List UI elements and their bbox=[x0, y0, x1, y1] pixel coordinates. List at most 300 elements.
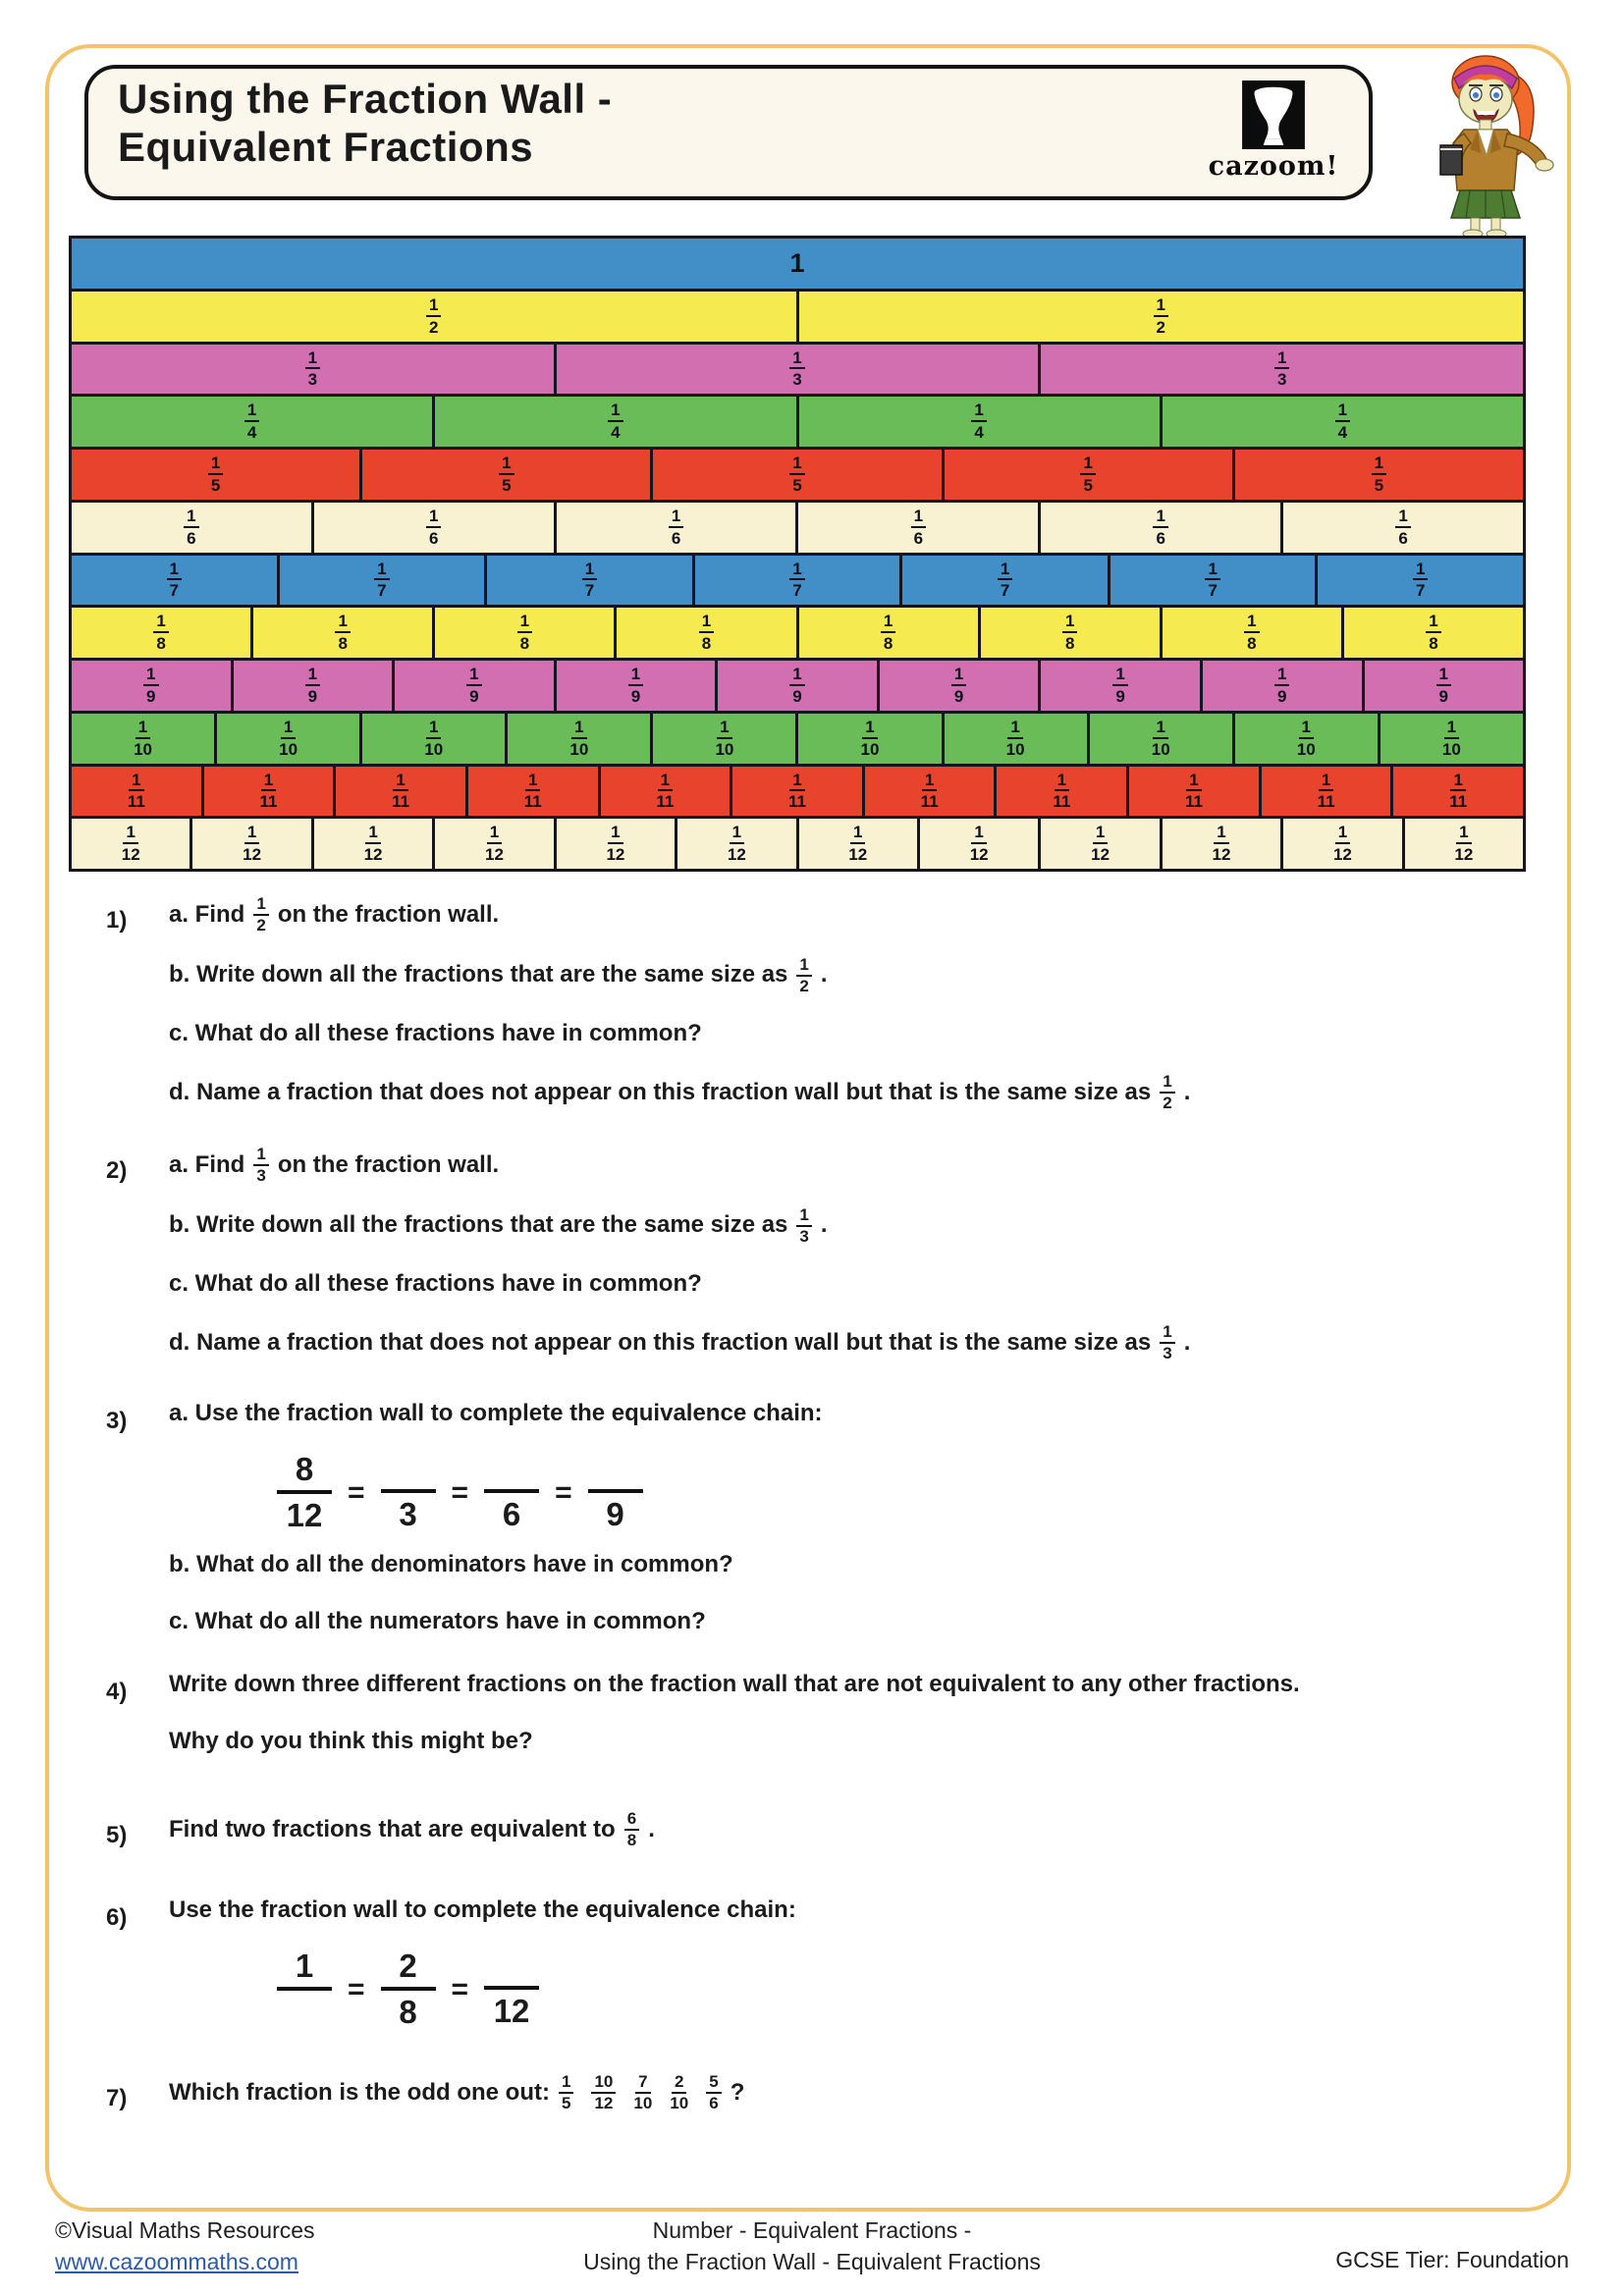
fraction-denominator: 6 bbox=[671, 528, 681, 548]
fraction-denominator: 6 bbox=[709, 2093, 719, 2112]
wall-fraction-label bbox=[608, 401, 623, 442]
fraction-numerator: 1 bbox=[244, 401, 259, 422]
fraction-numerator: 1 bbox=[911, 507, 926, 528]
question-line bbox=[169, 1547, 1549, 1582]
fraction-denominator: 9 bbox=[1115, 686, 1125, 706]
question-number: 3) bbox=[106, 1408, 128, 1435]
question-line bbox=[169, 1667, 1549, 1702]
footer-left bbox=[55, 2215, 389, 2277]
wall-fraction-label bbox=[606, 824, 624, 864]
fraction-denominator: 6 bbox=[502, 1496, 521, 1533]
fraction-denominator: 8 bbox=[883, 634, 893, 654]
fraction-denominator: 10 bbox=[424, 739, 444, 759]
fraction-numerator: 1 bbox=[730, 824, 744, 844]
fraction-numerator: 1 bbox=[628, 666, 643, 686]
footer-tier: GCSE Tier: Foundation bbox=[1335, 2247, 1569, 2272]
fraction-numerator: 1 bbox=[1436, 666, 1451, 686]
fraction-numerator: 1 bbox=[305, 349, 320, 370]
wall-cell bbox=[1235, 450, 1523, 500]
fraction-denominator: 4 bbox=[974, 423, 984, 443]
fraction-denominator: 8 bbox=[156, 634, 166, 654]
wall-fraction-label bbox=[582, 561, 597, 601]
fraction-numerator: 1 bbox=[525, 772, 540, 792]
fraction-numerator: 1 bbox=[1153, 507, 1167, 528]
wall-cell bbox=[920, 819, 1041, 869]
question-body bbox=[169, 1146, 1549, 1362]
question-text: Use the fraction wall to complete the equivalence chain: bbox=[169, 1896, 796, 1923]
wall-cell bbox=[1283, 503, 1523, 553]
fraction-numerator: 1 bbox=[559, 2073, 573, 2094]
question-text: b. What do all the denominators have in common? bbox=[169, 1550, 733, 1577]
wall-fraction-label bbox=[1335, 401, 1350, 442]
inline-fraction bbox=[559, 2073, 573, 2112]
questions bbox=[106, 895, 1549, 2146]
question-number: 5) bbox=[106, 1822, 128, 1849]
fraction-denominator: 9 bbox=[1438, 686, 1449, 706]
fraction-denominator: 3 bbox=[792, 370, 802, 390]
fraction-denominator: 10 bbox=[715, 739, 734, 759]
chain-fraction bbox=[484, 1950, 539, 2029]
fraction-wall-row bbox=[72, 503, 1523, 556]
question-line bbox=[169, 895, 1549, 934]
fraction-denominator: 12 bbox=[485, 845, 504, 865]
fraction-numerator: 1 bbox=[1456, 824, 1471, 844]
wall-cell bbox=[799, 608, 981, 658]
wall-cell bbox=[72, 767, 204, 817]
footer-topic-line2: Using the Fraction Wall - Equivalent Fractions bbox=[583, 2249, 1041, 2275]
fraction-numerator: 1 bbox=[1153, 719, 1167, 739]
wall-cell bbox=[1344, 608, 1523, 658]
cazoom-drum-icon bbox=[1242, 80, 1305, 149]
fraction-numerator: 1 bbox=[1007, 719, 1022, 739]
fraction-wall-row bbox=[72, 661, 1523, 714]
fraction-numerator: 1 bbox=[153, 613, 168, 633]
footer bbox=[55, 2215, 1569, 2277]
question-text: d. Name a fraction that does not appear on this fraction wall but that is the same size as bbox=[169, 1079, 1152, 1106]
page-title bbox=[118, 75, 612, 171]
fraction-numerator: 1 bbox=[1205, 561, 1219, 581]
fraction-denominator: 3 bbox=[307, 370, 318, 390]
fraction-denominator: 8 bbox=[1429, 634, 1438, 654]
fraction-denominator: 8 bbox=[399, 1994, 417, 2031]
chain-fraction bbox=[277, 1453, 332, 1533]
question-line bbox=[169, 1146, 1549, 1185]
fraction-numerator: 1 bbox=[1160, 1073, 1174, 1094]
fraction-numerator: 1 bbox=[951, 666, 966, 686]
wall-cell bbox=[435, 608, 617, 658]
wall-fraction-label bbox=[153, 613, 168, 653]
fraction-denominator: 10 bbox=[1005, 739, 1025, 759]
fraction-numerator: 1 bbox=[1319, 772, 1333, 792]
inline-fraction bbox=[670, 2073, 688, 2112]
fraction-denominator: 3 bbox=[399, 1496, 417, 1533]
wall-fraction-label bbox=[243, 824, 261, 864]
fraction-numerator: 1 bbox=[582, 561, 597, 581]
inline-fraction bbox=[624, 1810, 639, 1849]
wall-cell bbox=[1235, 714, 1380, 764]
wall-fraction-label bbox=[424, 719, 443, 759]
wall-cell bbox=[653, 450, 944, 500]
fraction-numerator: 1 bbox=[971, 824, 986, 844]
page-title-line1: Using the Fraction Wall - bbox=[118, 76, 613, 122]
wall-cell bbox=[336, 767, 468, 817]
wall-cell bbox=[314, 503, 557, 553]
fraction-numerator: 1 bbox=[1299, 719, 1314, 739]
inline-fraction bbox=[253, 1146, 268, 1185]
fraction-denominator: 9 bbox=[1276, 686, 1287, 706]
wall-fraction-label bbox=[364, 824, 383, 864]
fraction-denominator: 3 bbox=[256, 1165, 266, 1185]
question-line bbox=[169, 2073, 1549, 2112]
question-2 bbox=[106, 1146, 1549, 1362]
question-text: . bbox=[1183, 1079, 1191, 1106]
wall-fraction-label bbox=[715, 719, 733, 759]
fraction-denominator: 7 bbox=[1416, 581, 1426, 601]
question-text: on the fraction wall. bbox=[277, 900, 500, 928]
wall-fraction-label bbox=[1395, 507, 1410, 548]
wall-cell bbox=[695, 556, 903, 606]
wall-fraction-label bbox=[167, 561, 182, 601]
wall-fraction-label bbox=[208, 454, 223, 495]
question-1 bbox=[106, 895, 1549, 1112]
wall-cell bbox=[799, 819, 920, 869]
equals-sign: = bbox=[451, 1973, 469, 2006]
wall-fraction-label bbox=[1274, 666, 1289, 706]
fraction-denominator: 11 bbox=[259, 792, 278, 812]
fraction-numerator: 1 bbox=[261, 772, 276, 792]
fraction-denominator: 5 bbox=[1374, 475, 1384, 495]
fraction-denominator: 8 bbox=[338, 634, 348, 654]
question-body bbox=[169, 1396, 1549, 1639]
fraction-numerator: 1 bbox=[1080, 454, 1095, 475]
fraction-numerator: 1 bbox=[796, 956, 811, 977]
wall-fraction-label bbox=[911, 507, 926, 548]
wall-fraction-label bbox=[305, 666, 320, 706]
wall-cell bbox=[1365, 661, 1524, 711]
wall-fraction-label bbox=[789, 349, 804, 390]
inline-fraction bbox=[796, 1206, 811, 1246]
wall-fraction-label bbox=[1297, 719, 1316, 759]
title-box bbox=[84, 65, 1373, 200]
fraction-numerator: 1 bbox=[129, 772, 143, 792]
fraction-numerator: 1 bbox=[608, 401, 623, 422]
fraction-denominator: 8 bbox=[626, 1830, 637, 1849]
wall-fraction-label bbox=[1244, 613, 1259, 653]
question-text: b. Write down all the fractions that are the same size as bbox=[169, 1211, 788, 1239]
question-text: ? bbox=[730, 2078, 745, 2106]
wall-fraction-label bbox=[1442, 719, 1461, 759]
wall-cell bbox=[1041, 503, 1283, 553]
fraction-numerator: 2 bbox=[381, 1949, 436, 1991]
wall-cell bbox=[1380, 714, 1523, 764]
wall-fraction-label bbox=[881, 613, 895, 653]
fraction-denominator: 10 bbox=[633, 2093, 653, 2112]
fraction-denominator: 9 bbox=[630, 686, 641, 706]
fraction-wall-row bbox=[72, 556, 1523, 609]
fraction-denominator: 12 bbox=[121, 845, 140, 865]
wall-fraction-label bbox=[1062, 613, 1077, 653]
wall-cell bbox=[395, 661, 557, 711]
fraction-denominator: 3 bbox=[1276, 370, 1287, 390]
wall-fraction-label bbox=[788, 772, 806, 812]
fraction-denominator: 5 bbox=[792, 475, 802, 495]
inline-fraction bbox=[796, 956, 811, 995]
fraction-numerator: 1 bbox=[850, 824, 865, 844]
teacher-illustration bbox=[1402, 43, 1575, 240]
wall-cell bbox=[945, 714, 1090, 764]
wall-fraction-label bbox=[524, 772, 542, 812]
wall-fraction-label bbox=[1213, 824, 1231, 864]
wall-cell bbox=[557, 345, 1042, 395]
fraction-numerator: 1 bbox=[426, 507, 441, 528]
wall-cell bbox=[677, 819, 798, 869]
wall-cell bbox=[945, 450, 1235, 500]
fraction-numerator: 1 bbox=[1372, 454, 1386, 475]
copyright-text: ©Visual Maths Resources bbox=[55, 2217, 315, 2243]
fraction-numerator: 1 bbox=[1413, 561, 1428, 581]
fraction-denominator: 2 bbox=[799, 976, 809, 995]
wall-cell bbox=[72, 450, 362, 500]
fraction-numerator: 1 bbox=[1335, 401, 1350, 422]
fraction-numerator: 1 bbox=[135, 719, 150, 739]
wall-fraction-label bbox=[392, 772, 409, 812]
fraction-numerator: 1 bbox=[789, 666, 804, 686]
wall-cell bbox=[718, 661, 880, 711]
fraction-wall-row bbox=[72, 608, 1523, 661]
fraction-denominator: 11 bbox=[1184, 792, 1203, 812]
wall-fraction-label bbox=[861, 719, 880, 759]
chain-fraction bbox=[381, 1949, 436, 2030]
fraction-denominator: 8 bbox=[1247, 634, 1257, 654]
fraction-denominator: 12 bbox=[594, 2093, 614, 2112]
wall-fraction-label bbox=[1413, 561, 1428, 601]
cazoom-logo bbox=[1200, 80, 1347, 182]
wall-cell bbox=[799, 292, 1524, 342]
wall-fraction-label bbox=[1333, 824, 1352, 864]
question-text: b. Write down all the fractions that are the same size as bbox=[169, 961, 788, 988]
fraction-numerator: 1 bbox=[1055, 772, 1069, 792]
inline-fraction bbox=[633, 2073, 652, 2112]
question-line bbox=[169, 1893, 1549, 1928]
fraction-numerator bbox=[381, 1454, 436, 1493]
wall-cell bbox=[1163, 819, 1283, 869]
fraction-numerator: 1 bbox=[1426, 613, 1440, 633]
fraction-numerator: 1 bbox=[971, 401, 986, 422]
question-text: d. Name a fraction that does not appear on this fraction wall but that is the same size as bbox=[169, 1329, 1152, 1357]
fraction-numerator: 1 bbox=[426, 719, 441, 739]
fraction-numerator: 1 bbox=[253, 1146, 268, 1166]
wall-fraction-label bbox=[971, 401, 986, 442]
fraction-numerator: 1 bbox=[305, 666, 320, 686]
wall-fraction-label bbox=[517, 613, 532, 653]
wall-cell bbox=[72, 345, 557, 395]
wall-fraction-label bbox=[921, 772, 939, 812]
fraction-denominator: 12 bbox=[243, 845, 262, 865]
question-text: Find two fractions that are equivalent to bbox=[169, 1815, 616, 1842]
fraction-denominator: 12 bbox=[1091, 845, 1110, 865]
wall-cell bbox=[1262, 767, 1394, 817]
fraction-numerator: 1 bbox=[881, 613, 895, 633]
wall-cell bbox=[557, 819, 677, 869]
wall-cell bbox=[72, 556, 280, 606]
question-line bbox=[169, 1396, 1549, 1431]
wall-fraction-label bbox=[1372, 454, 1386, 495]
fraction-denominator: 4 bbox=[1337, 423, 1348, 443]
fraction-numerator: 1 bbox=[1160, 1323, 1174, 1344]
wall-fraction-label bbox=[1053, 772, 1070, 812]
equals-sign: = bbox=[451, 1476, 469, 1510]
question-text: on the fraction wall. bbox=[277, 1150, 500, 1178]
fraction-denominator: 6 bbox=[429, 528, 439, 548]
fraction-numerator: 1 bbox=[123, 824, 137, 844]
fraction-numerator: 1 bbox=[167, 561, 182, 581]
wall-cell bbox=[1163, 608, 1344, 658]
fraction-numerator: 1 bbox=[487, 824, 502, 844]
fraction-denominator: 12 bbox=[606, 845, 625, 865]
wall-cell bbox=[1393, 767, 1523, 817]
fraction-denominator: 12 bbox=[1332, 845, 1352, 865]
wall-cell bbox=[997, 767, 1129, 817]
question-text: c. What do all these fractions have in common? bbox=[169, 1270, 702, 1298]
fraction-numerator: 1 bbox=[658, 772, 673, 792]
wall-cell bbox=[798, 503, 1041, 553]
fraction-numerator: 1 bbox=[184, 507, 198, 528]
question-line bbox=[169, 1604, 1549, 1639]
wall-fraction-label bbox=[728, 824, 746, 864]
wall-fraction-label bbox=[374, 561, 389, 601]
wall-cell bbox=[1110, 556, 1319, 606]
wall-cell bbox=[557, 661, 719, 711]
fraction-denominator: 5 bbox=[502, 475, 512, 495]
inline-fraction bbox=[591, 2073, 616, 2112]
wall-cell bbox=[217, 714, 362, 764]
fraction-denominator: 9 bbox=[606, 1496, 624, 1533]
chain-fraction bbox=[588, 1454, 643, 1532]
fraction-denominator: 9 bbox=[146, 686, 156, 706]
fraction-numerator: 1 bbox=[466, 666, 481, 686]
fraction-numerator: 1 bbox=[244, 824, 259, 844]
fraction-denominator: 2 bbox=[1156, 317, 1165, 337]
footer-topic bbox=[389, 2215, 1235, 2277]
question-number: 6) bbox=[106, 1904, 128, 1932]
website-link[interactable]: www.cazoommaths.com bbox=[55, 2249, 298, 2275]
fraction-numerator: 7 bbox=[635, 2073, 650, 2094]
fraction-numerator: 1 bbox=[922, 772, 937, 792]
question-line bbox=[169, 1266, 1549, 1302]
fraction-denominator: 11 bbox=[127, 792, 145, 812]
fraction-denominator: 7 bbox=[584, 581, 595, 601]
fraction-numerator: 1 bbox=[1154, 296, 1168, 317]
wall-fraction-label bbox=[335, 613, 350, 653]
fraction-numerator: 1 bbox=[796, 1206, 811, 1227]
equals-sign: = bbox=[555, 1476, 572, 1510]
wall-fraction-label bbox=[1154, 296, 1168, 337]
fraction-numerator: 1 bbox=[1093, 824, 1108, 844]
fraction-denominator: 8 bbox=[519, 634, 530, 654]
question-body bbox=[169, 1810, 1549, 1849]
fraction-denominator: 11 bbox=[1449, 792, 1468, 812]
question-text: a. Use the fraction wall to complete the equivalence chain: bbox=[169, 1399, 823, 1426]
wall-fraction-label bbox=[1454, 824, 1473, 864]
wall-cell bbox=[880, 661, 1042, 711]
wall-fraction-label bbox=[1449, 772, 1467, 812]
wall-cell bbox=[1405, 819, 1523, 869]
fraction-numerator: 1 bbox=[1395, 507, 1410, 528]
question-3 bbox=[106, 1396, 1549, 1639]
wall-fraction-label bbox=[569, 719, 588, 759]
wall-cell bbox=[72, 661, 234, 711]
fraction-wall bbox=[69, 236, 1526, 872]
fraction-denominator: 7 bbox=[377, 581, 387, 601]
fraction-numerator: 1 bbox=[253, 895, 268, 916]
fraction-denominator bbox=[277, 1991, 332, 2030]
wall-fraction-label bbox=[970, 824, 989, 864]
fraction-numerator: 1 bbox=[862, 719, 877, 739]
fraction-denominator: 3 bbox=[799, 1226, 809, 1246]
question-line bbox=[169, 1073, 1549, 1112]
wall-fraction-label bbox=[466, 666, 481, 706]
wall-cell bbox=[192, 819, 313, 869]
question-text: . bbox=[820, 961, 828, 988]
fraction-denominator: 11 bbox=[656, 792, 675, 812]
question-text: c. What do all the numerators have in common? bbox=[169, 1607, 706, 1634]
question-body bbox=[169, 2073, 1549, 2112]
chain-fraction bbox=[277, 1949, 332, 2030]
fraction-denominator: 2 bbox=[429, 317, 439, 337]
wall-fraction-label bbox=[1152, 719, 1170, 759]
fraction-wall-row bbox=[72, 714, 1523, 767]
chain-fraction bbox=[381, 1454, 436, 1532]
question-text: . bbox=[820, 1211, 828, 1239]
wall-fraction-label bbox=[426, 296, 441, 337]
whole-label: 1 bbox=[789, 247, 805, 278]
fraction-denominator: 12 bbox=[969, 845, 989, 865]
fraction-denominator: 9 bbox=[792, 686, 802, 706]
wall-cell bbox=[435, 397, 798, 447]
fraction-denominator: 10 bbox=[569, 739, 589, 759]
wall-cell bbox=[865, 767, 998, 817]
fraction-numerator: 1 bbox=[1062, 613, 1077, 633]
fraction-denominator: 12 bbox=[727, 845, 746, 865]
fraction-denominator: 10 bbox=[1441, 739, 1461, 759]
fraction-denominator: 9 bbox=[307, 686, 318, 706]
fraction-numerator: 1 bbox=[789, 454, 804, 475]
wall-cell bbox=[1041, 345, 1523, 395]
wall-cell bbox=[314, 819, 435, 869]
fraction-numerator: 1 bbox=[789, 772, 804, 792]
fraction-numerator: 1 bbox=[1244, 613, 1259, 633]
wall-fraction-label bbox=[789, 454, 804, 495]
fraction-numerator: 1 bbox=[426, 296, 441, 317]
fraction-denominator: 11 bbox=[1317, 792, 1335, 812]
wall-cell bbox=[253, 608, 435, 658]
wall-cell bbox=[72, 819, 192, 869]
fraction-numerator: 1 bbox=[717, 719, 731, 739]
question-line bbox=[169, 1206, 1549, 1246]
wall-fraction-label bbox=[122, 824, 140, 864]
wall-cell bbox=[1318, 556, 1523, 606]
wall-fraction-label bbox=[1205, 561, 1219, 601]
wall-fraction-label bbox=[259, 772, 277, 812]
wall-cell bbox=[234, 661, 396, 711]
fraction-denominator: 11 bbox=[523, 792, 542, 812]
fraction-denominator: 2 bbox=[256, 915, 266, 934]
equals-sign: = bbox=[348, 1476, 365, 1510]
fraction-numerator: 1 bbox=[1450, 772, 1465, 792]
fraction-numerator: 5 bbox=[706, 2073, 721, 2094]
equivalence-chain bbox=[277, 1453, 1549, 1533]
wall-cell bbox=[362, 450, 653, 500]
